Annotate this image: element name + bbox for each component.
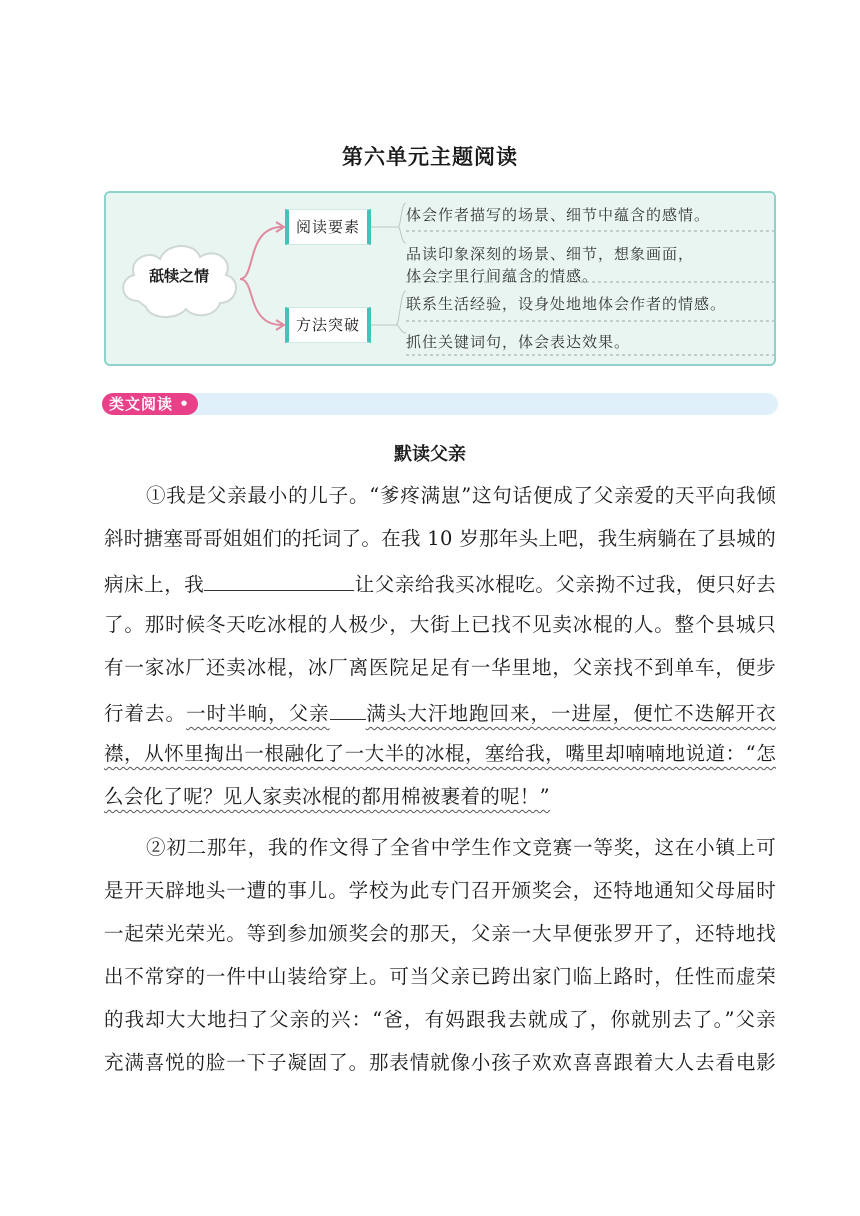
fill-blank-short[interactable] bbox=[330, 699, 366, 720]
reading-element-item bbox=[406, 243, 694, 287]
paragraph-line: 了。那时候冬天吃冰棍的人极少，大街上已找不见卖冰棍的人。整个县城只 bbox=[104, 613, 776, 636]
article-title: 默读父亲 bbox=[394, 444, 466, 465]
method-item: 抓住关键词句，体会表达效果。 bbox=[406, 333, 631, 351]
paragraph-line: 斜时搪塞哥哥姐姐们的托词了。在我 10 岁那年头上吧，我生病躺在了县城的 bbox=[104, 527, 777, 550]
wavy-underlined-text: 一时半晌，父亲 bbox=[186, 702, 330, 725]
paragraph-line: 的我却大大地扫了父亲的兴：“爸，有妈跟我去就成了，你就别去了。”父亲 bbox=[104, 1008, 776, 1031]
mind-map bbox=[104, 191, 776, 366]
mind-map-center: 舐犊之情 bbox=[148, 267, 209, 285]
wavy-underlined-text: 襟，从怀里掏出一根融化了一大半的冰棍，塞给我，嘴里却喃喃地说道：“怎 bbox=[104, 742, 776, 765]
section-header-bar bbox=[102, 393, 778, 415]
paragraph-line: ①我是父亲最小的儿子。“爹疼满崽”这句话便成了父亲爱的天平向我倾 bbox=[146, 484, 776, 507]
paragraph-line bbox=[104, 785, 776, 809]
wavy-underlined-text: 么会化了呢？见人家卖冰棍的都用棉被裹着的呢！” bbox=[104, 785, 550, 808]
branch-reading-elements: 阅读要素 bbox=[285, 209, 371, 245]
reading-element-item-line: 品读印象深刻的场景、细节，想象画面， bbox=[406, 245, 695, 263]
fill-blank-long[interactable] bbox=[204, 570, 354, 591]
page-title: 第六单元主题阅读 bbox=[342, 145, 518, 169]
section-tag: 类文阅读 • bbox=[102, 393, 198, 415]
paragraph-text: 病床上，我 bbox=[104, 573, 205, 596]
paragraph-line: 是开天辟地头一遭的事儿。学校为此专门召开颁奖会，还特地通知父母届时 bbox=[104, 879, 776, 902]
paragraph-line bbox=[104, 699, 776, 726]
paragraph-text: 行着去。 bbox=[104, 702, 187, 725]
paragraph-line: 出不常穿的一件中山装给穿上。可当父亲已跨出家门临上路时，任性而虚荣 bbox=[104, 965, 776, 988]
branch-method-breakthrough: 方法突破 bbox=[285, 307, 371, 343]
paragraph-line bbox=[104, 742, 776, 766]
paragraph-line: 一起荣光荣光。等到参加颁奖会的那天，父亲一大早便张罗开了，还特地找 bbox=[104, 922, 776, 945]
paragraph-line bbox=[104, 570, 776, 597]
paragraph-line: ②初二那年，我的作文得了全省中学生作文竞赛一等奖，这在小镇上可 bbox=[146, 836, 776, 859]
reading-element-item: 体会作者描写的场景、细节中蕴含的感情。 bbox=[406, 206, 711, 224]
paragraph-text: 让父亲给我买冰棍吃。父亲拗不过我，便只好去 bbox=[354, 573, 776, 596]
method-item: 联系生活经验，设身处地地体会作者的情感。 bbox=[406, 295, 727, 313]
paragraph-line: 充满喜悦的脸一下子凝固了。那表情就像小孩子欢欢喜喜跟着大人去看电影 bbox=[104, 1051, 776, 1074]
wavy-underlined-text: 满头大汗地跑回来，一进屋，便忙不迭解开衣 bbox=[365, 702, 776, 725]
reading-element-item-line: 体会字里行间蕴含的情感。 bbox=[406, 267, 599, 285]
paragraph-line: 有一家冰厂还卖冰棍，冰厂离医院足足有一华里地，父亲找不到单车，便步 bbox=[104, 656, 776, 679]
